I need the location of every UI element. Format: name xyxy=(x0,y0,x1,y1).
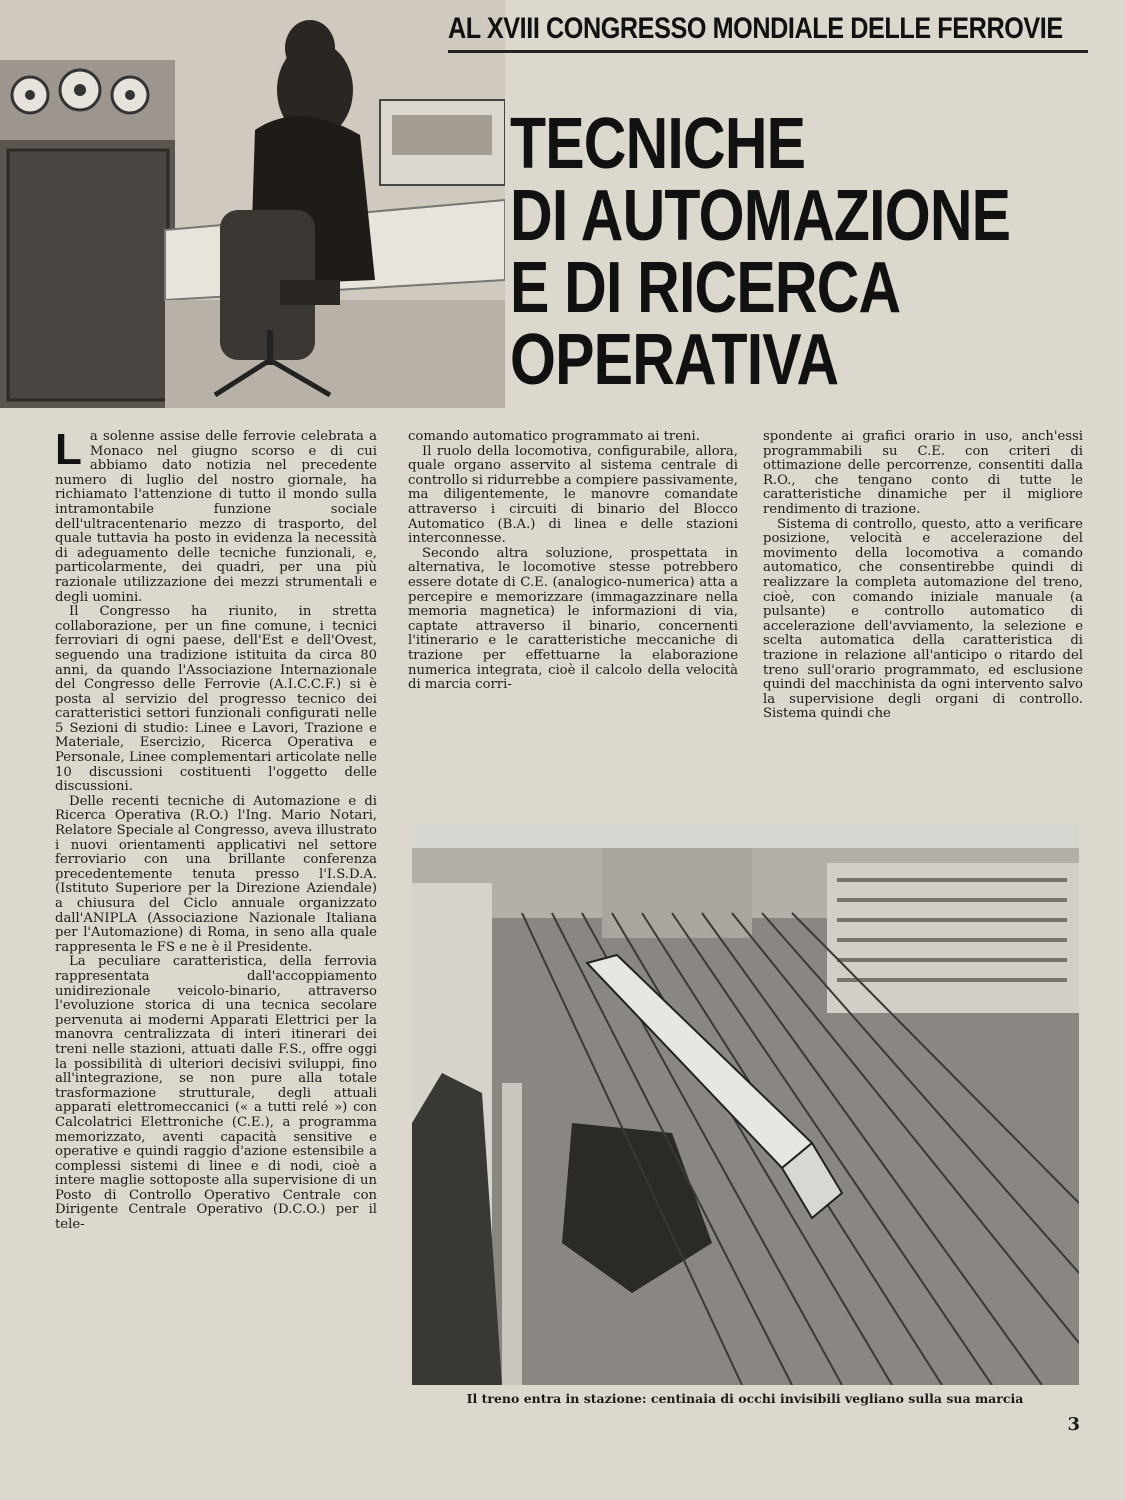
article-column-1 xyxy=(55,425,377,1233)
page-number: 3 xyxy=(1067,1414,1080,1435)
headline-line: E DI RICERCA xyxy=(510,248,901,328)
paragraph: comando automatico programmato ai treni. xyxy=(408,429,700,444)
article-column-3 xyxy=(763,430,1083,722)
train-station-photo xyxy=(412,823,1079,1385)
paragraph: Delle recenti tecniche di Automazione e di Ricerca Operativa (R.O.) l'Ing. Mario Notari, Relatore Speciale al Congresso, aveva illustrato i nuovi orientamenti applicativi nel settore ferroviario con una brillante conferenza precedentemente tenuta presso l'I.S.D.A. (Istituto Superiore per la Direzione Aziendale) a chiusura del Ciclo annuale organizzato dall'ANIPLA (Associazione Nazionale Italiana per l'Automazione) di Roma, in seno alla quale rappresenta le FS e ne è il Presidente. xyxy=(55,793,377,955)
headline-line: DI AUTOMAZIONE xyxy=(510,176,1011,256)
paragraph: Il ruolo della locomotiva, configurabile, allora, quale organo asservito al sistema centrale di controllo si ridurrebbe a compiere passivamente, ma diligentemente, le manovre comandate attraverso i circuiti di binario del Blocco Automatico (B.A.) di linea e delle stazioni interconnesse. xyxy=(408,443,738,547)
article-column-2 xyxy=(408,430,738,693)
headline-line: OPERATIVA xyxy=(510,320,839,400)
paragraph: Sistema di controllo, questo, atto a verificare posizione, velocità e accelerazione del movimento della locomotiva a comando automatico, che consentirebbe quindi di realizzare la completa automazione del treno, cioè, con comando iniziale manuale (a pulsante) e controllo automatico di accelerazione dell'avviamento, la selezione e scelta automatica della caratteristica di trazione in relazione all'anticipo o ritardo del treno sull'orario programmato, ed esclusione quindi del macchinista da ogni intervento salvo la supervisione degli organi di controllo. Sistema quindi che xyxy=(763,516,1083,722)
paragraph: La peculiare caratteristica, della ferrovia rappresentata dall'accoppiamento unidirezionale veicolo-binario, attraverso l'evoluzione storica di una tecnica secolare pervenuta ai moderni Apparati Elettrici per la manovra centralizzata di interi itinerari dei treni nelle stazioni, attuati dalle F.S., offre oggi la possibilità di ulteriori decisivi sviluppi, fino all'integrazione, se non pure alla totale trasformazione strutturale, degli attuali apparati elettromeccanici (« a tutti relé ») con Calcolatrici Elettroniche (C.E.), a programma memorizzato, aventi capacità sensitive e operative e quindi raggio d'azione estensibile a complessi sistemi di linee e di nodi, cioè a intere maglie sottoposte alla supervisione di un Posto di Controllo Operativo Centrale con Dirigente Centrale Operativo (D.C.O.) per il tele- xyxy=(55,954,377,1233)
paragraph: Il Congresso ha riunito, in stretta collaborazione, per un fine comune, i tecnici ferroviari di ogni paese, dell'Est e dell'Ovest, seguendo una tradizione istituita da circa 80 anni, da quando l'Associazione Internazionale del Congresso delle Ferrovie (A.I.C.C.F.) si è posta al servizio del progresso tecnico dei caratteristici settori funzionali configurati nelle 5 Sezioni di studio: Linee e Lavori, Trazione e Materiale, Esercizio, Ricerca Operativa e Personale, Linee complementari articolate nelle 10 discussioni costituenti l'oggetto delle discussioni. xyxy=(55,604,377,795)
paragraph: spondente ai grafici orario in uso, anch'essi programmabili su C.E. con criteri di ottimazione delle percorrenze, consentiti dalla R.O., che tengano conto di tutte le caratteristiche dinamiche per il migliore rendimento di trazione. xyxy=(763,429,1083,517)
paragraph: Secondo altra soluzione, prospettata in alternativa, le locomotive stesse potrebbero essere dotate di C.E. (analogico-numerica) atta a percepire e memorizzare (immagazzinare nella memoria magnetica) le informazioni di via, captate attraverso il binario, concernenti l'itinerario e le caratteristiche meccaniche di trazione per effettuarne la elaborazione numerica integrata, cioè il calcolo della velocità di marcia corri- xyxy=(408,545,738,693)
photo-caption: Il treno entra in stazione: centinaia di occhi invisibili vegliano sulla sua marcia xyxy=(466,1391,1024,1406)
headline-line: TECNICHE xyxy=(510,104,806,184)
section-kicker: AL XVIII CONGRESSO MONDIALE DELLE FERROVIE xyxy=(448,12,1063,45)
article-headline xyxy=(510,104,1011,400)
operator-console-photo xyxy=(0,0,505,408)
drop-cap: L xyxy=(55,425,82,474)
paragraph: La solenne assise delle ferrovie celebrata a Monaco nel giugno scorso e di cui abbiamo dato notizia nel precedente numero di luglio del nostro giornale, ha richiamato l'attenzione di tutto il mondo sulla intramontabile funzione sociale dell'ultracentenario mezzo di trasporto, del quale tuttavia ha posto in evidenza la necessità di adeguamento delle tecniche funzionali, e, particolarmente, dei quadri, per una più razionale utilizzazione dei mezzi strumentali e degli uomini. xyxy=(55,425,377,605)
kicker-rule xyxy=(448,50,1088,53)
